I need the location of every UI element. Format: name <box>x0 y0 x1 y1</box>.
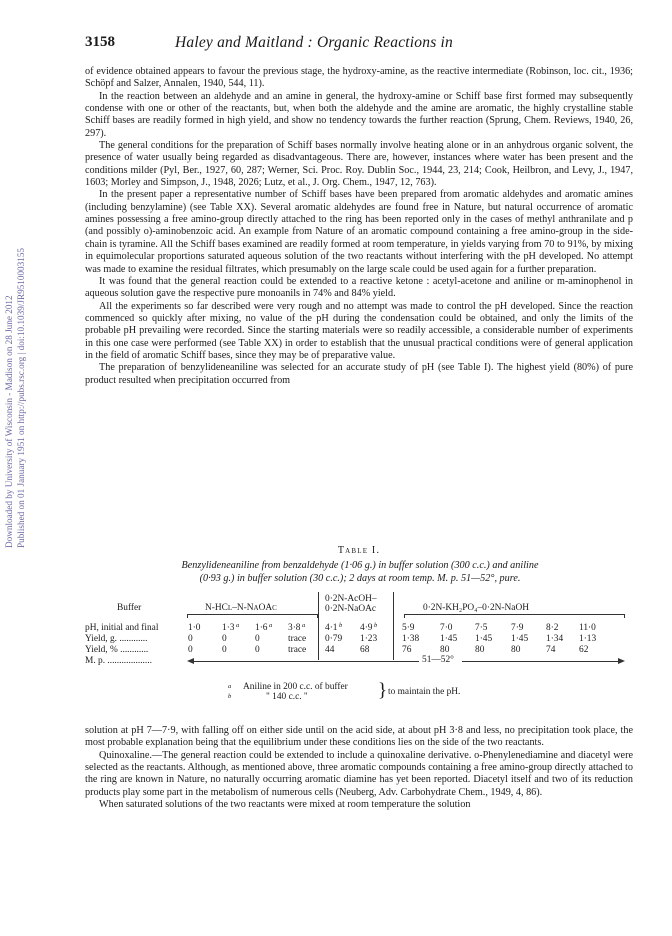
table-cell: 7·9 <box>511 623 524 633</box>
row-label: Yield, g. ............ <box>85 634 148 644</box>
footnote-brace-text: to maintain the pH. <box>388 687 461 697</box>
download-stamp-line1: Downloaded by University of Wisconsin - Madison on 28 June 2012 <box>4 295 14 548</box>
paragraph: It was found that the general reaction could be extended to a reactive ketone : acetyl-acetone and aniline or m-aminophenol in aqueous solution gave the respective pure monoanils in 74% and 84% yield. <box>85 275 633 300</box>
column-header-group1: N-HCl–N-NaOAc <box>205 603 277 613</box>
paragraph: of evidence obtained appears to favour the previous stage, the hydroxy-amine, as the reactive intermediate (Robinson, loc. cit., 1936; Schöpf and Salzer, Annalen, 1940, 544, 11). <box>85 66 633 90</box>
footnote-mark: a <box>302 622 306 629</box>
group3-brace <box>404 614 625 618</box>
footnote-mark: a <box>269 622 273 629</box>
paragraph: In the present paper a representative number of Schiff bases have been prepared from aromatic aldehydes and aromatic amines (including benzylamine) (see Table XX). Several aromatic aldehydes are found free in Nature, but natural occurrence of aromatic amines possessing a free amino-group directly attached to the ring has been reported only in the cases of methyl anthranilate and p (and possibly o)-aminobenzoic acid. An example from Nature of an aromatic compound containing a free amino-group in the side-chain is tyramine. All the Schiff bases examined are readily formed at room temperature, in yields varying from 70 to 91%, by mixing in equimolecular proportions saturated aqueous solution of the two reactants without interfering with the pH developed. No attempt was made to examine the residual filtrates, which presumably on the large scale could be used again for a further preparation. <box>85 189 633 275</box>
table-cell: 0 <box>222 634 227 644</box>
paragraph: All the experiments so far described were very rough and no attempt was made to control the pH developed. Since the reaction commenced so quickly after mixing, no value of the pH during the condensation could be obtained, and only the limits of the probable pH prevailing were recorded. Since the starting materials were so readily accessible, a considerable number of experiments in this one case were performed (see Table XX) in order to establish that the unusual practical conditions were of general application in the field of aromatic Schiff bases, since they may be of preparative value. <box>85 300 633 361</box>
page-number: 3158 <box>85 34 115 50</box>
column-divider <box>318 592 319 660</box>
footnote-mark: b <box>339 622 343 629</box>
column-header-group3: 0·2N-KH₂PO₄–0·2N-NaOH <box>423 603 529 613</box>
table-cell: 3·8 <box>288 623 301 633</box>
footnote-a-text: Aniline in 200 c.c. of buffer <box>243 682 348 692</box>
table-cell: 1·38 <box>402 634 420 644</box>
table-cell: trace <box>288 645 307 655</box>
table-cell: 74 <box>546 645 556 655</box>
table-cell: 1·45 <box>440 634 458 644</box>
table-cell: 1·13 <box>579 634 597 644</box>
row-label: pH, initial and final <box>85 623 159 633</box>
table-cell: 80 <box>475 645 485 655</box>
table-cell: 5·9 <box>402 623 415 633</box>
table-cell: 7·0 <box>440 623 453 633</box>
paragraph: solution at pH 7—7·9, with falling off on either side until on the acid side, at about pH 3·8 and less, no precipitation took place, the most probable explanation being that the equilibrium under these conditions lies on the side of the two reactants. <box>85 725 633 749</box>
table-caption-line1: Benzylideneaniline from benzaldehyde (1·06 g.) in buffer solution (300 c.c.) and aniline <box>181 560 539 571</box>
column-header-buffer: Buffer <box>117 603 142 613</box>
table-cell: 1·45 <box>511 634 529 644</box>
table-cell: 0 <box>255 634 260 644</box>
footnote-mark: a <box>228 683 232 690</box>
table-cell: 68 <box>360 645 370 655</box>
table-cell: 0 <box>188 634 193 644</box>
table-label: Table I. <box>337 545 381 556</box>
column-divider <box>393 592 394 660</box>
table-cell: 0 <box>188 645 193 655</box>
table-cell: 7·5 <box>475 623 488 633</box>
footnote-mark: b <box>228 693 232 700</box>
row-label: Yield, % ............ <box>85 645 149 655</box>
table-cell: 1·23 <box>360 634 378 644</box>
paragraph: In the reaction between an aldehyde and an amine in general, the hydroxy-amine or Schiff base first formed may subsequently condense with one or other of the reactants, but, when both the aldehyde and the amine are aromatic, the highly crystalline stable Schiff bases are readily formed in high yield, and show no tendency towards the further reaction (Sprung, Chem. Reviews, 1940, 26, 297). <box>85 90 633 139</box>
column-header-group2-line1: 0·2N-AcOH– <box>325 594 377 604</box>
table-cell: 76 <box>402 645 412 655</box>
table-cell: 0 <box>255 645 260 655</box>
footnote-mark: b <box>374 622 378 629</box>
table-cell: 0·79 <box>325 634 343 644</box>
table-cell: 1·6 <box>255 623 268 633</box>
table-cell: 44 <box>325 645 335 655</box>
mp-range-label: 51—52° <box>422 655 454 665</box>
body-text-bottom <box>85 725 633 811</box>
table-cell: 4·1 <box>325 623 338 633</box>
column-header-group2-line2: 0·2N-NaOAc <box>325 604 377 614</box>
mp-range-line <box>190 661 419 662</box>
curly-brace-icon: } <box>378 680 388 701</box>
arrow-right-icon <box>618 658 625 664</box>
table-cell: 80 <box>511 645 521 655</box>
row-label: M. p. ................... <box>85 656 152 666</box>
table-cell: 62 <box>579 645 589 655</box>
table-cell: 1·34 <box>546 634 564 644</box>
table-cell: 4·9 <box>360 623 373 633</box>
footnote-mark: a <box>236 622 240 629</box>
table-cell: 1·3 <box>222 623 235 633</box>
table-cell: 1·0 <box>188 623 201 633</box>
table-cell: 1·45 <box>475 634 493 644</box>
table-cell: 8·2 <box>546 623 559 633</box>
paragraph: The preparation of benzylideneaniline was selected for an accurate study of pH (see Table I). The highest yield (80%) of pure product resulted when precipitation occurred from <box>85 362 633 386</box>
table-cell: 0 <box>222 645 227 655</box>
paragraph: When saturated solutions of the two reactants were mixed at room temperature the solution <box>99 799 471 811</box>
mp-range-line <box>462 661 620 662</box>
download-stamp-line2: Published on 01 January 1951 on http://pubs.rsc.org | doi:10.1039/JR9510003155 <box>16 247 26 548</box>
running-title: Haley and Maitland : Organic Reactions in <box>175 34 453 51</box>
paragraph: Quinoxaline.—The general reaction could be extended to include a quinoxaline derivative. o-Phenylenediamine and diacetyl were selected as the reactants. Although, as mentioned above, three aromatic compounds containing a free amino-group directly attached to the ring are known in Nature, no naturally occurring aromatic diamine has yet been reported. Diacetyl itself and two of its reduction products play some part in the metabolism of numerous cells (Neuberg, Adv. Carbohydrate Chem., 1949, 4, 86). <box>85 749 633 798</box>
group1-brace <box>187 614 318 618</box>
paragraph: The general conditions for the preparation of Schiff bases normally involve heating alone or in an anhydrous organic solvent, the presence of water usually being regarded as disadvantageous. There are, however, instances where water has been present and the conditions milder (Pyl, Ber., 1927, 60, 287; Werner, Sci. Proc. Roy. Dublin Soc., 1944, 23, 214; Cook, Heilbron, and Levy, J., 1947, 1603; Morley and Simpson, J., 1948, 2026; Lutz, et al., J. Org. Chem., 1947, 12, 763). <box>85 140 633 189</box>
table-cell: 11·0 <box>579 623 596 633</box>
table-cell: trace <box>288 634 307 644</box>
table-caption-line2: (0·93 g.) in buffer solution (30 c.c.); 2 days at room temp. M. p. 51—52°, pure. <box>199 572 521 584</box>
table-cell: 80 <box>440 645 450 655</box>
footnote-b-text: " 140 c.c. " <box>266 692 308 702</box>
